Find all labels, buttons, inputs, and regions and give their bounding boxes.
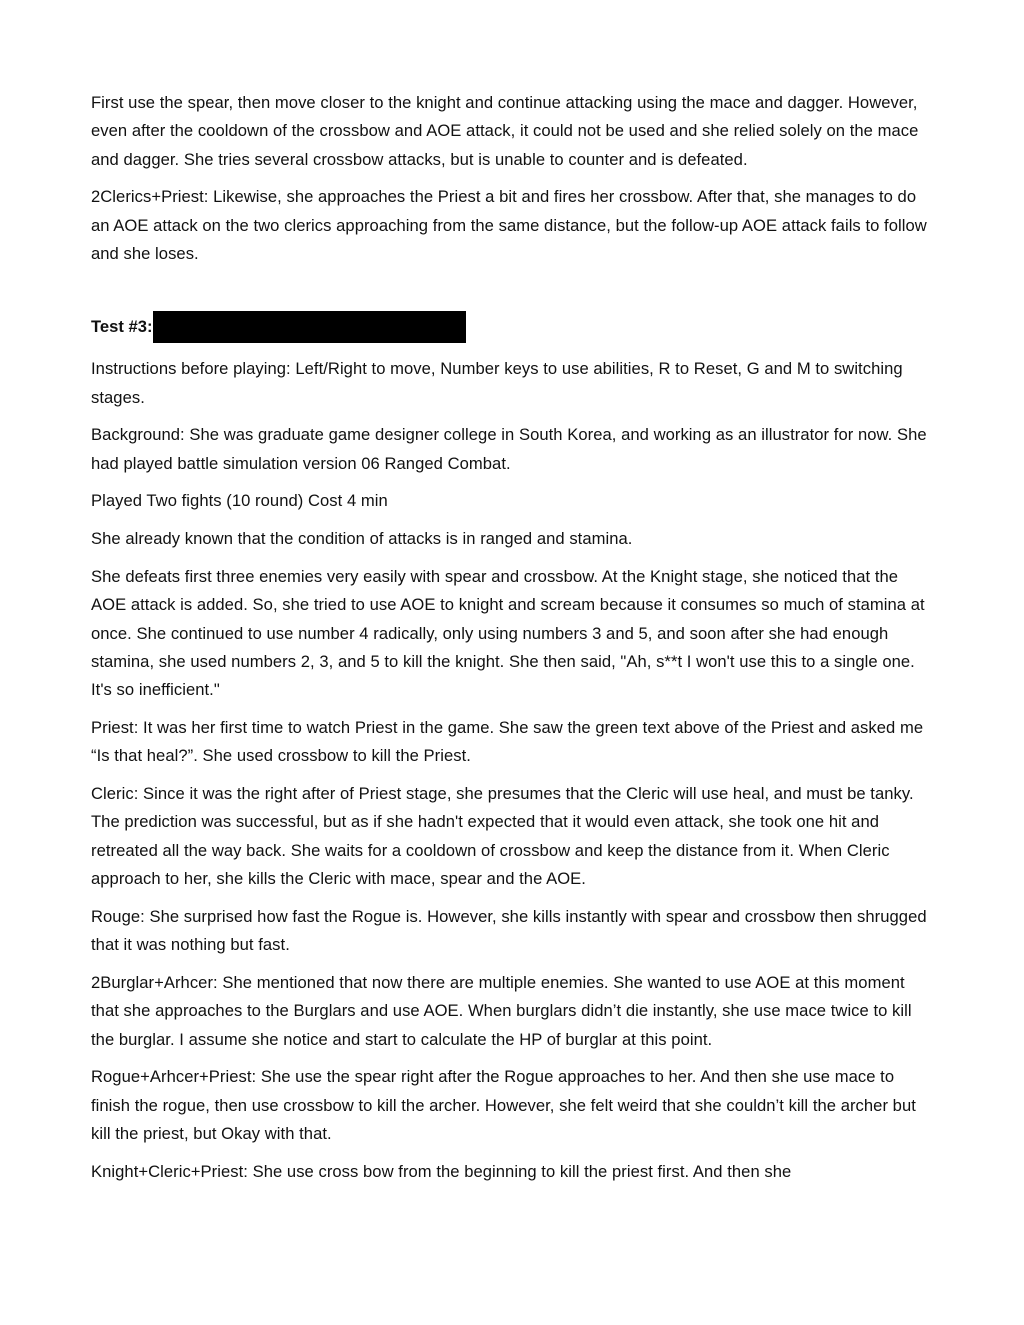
- paragraph-2clerics-priest: 2Clerics+Priest: Likewise, she approaches the Priest a bit and fires her crossbow. After that, she manages to do an AOE attack on the two clerics approaching from the same distance, but the follow-up AOE attack fails to follow and she loses.: [91, 187, 927, 263]
- paragraph-played: Played Two fights (10 round) Cost 4 min: [91, 491, 388, 511]
- test-heading: [91, 310, 936, 343]
- paragraph-knight-cleric-priest: Knight+Cleric+Priest: She use cross bow from the beginning to kill the priest first. And then she: [91, 1161, 792, 1181]
- paragraph-background: Background: She was graduate game designer college in South Korea, and working as an illustrator for now. She had played battle simulation version 06 Ranged Combat.: [91, 425, 927, 473]
- paragraph-knight-stage: She defeats first three enemies very easily with spear and crossbow. At the Knight stage, she noticed that the AOE attack is added. So, she tried to use AOE to knight and scream because it consumes so much of stamina at once. She continued to use number 4 radically, only using numbers 3 and 5, and soon after she had enough stamina, she used numbers 2, 3, and 5 to kill the knight. She then said, "Ah, s**t I won't use this to a single one. It's so inefficient.": [91, 567, 925, 700]
- paragraph-rouge: Rouge: She surprised how fast the Rogue is. However, she kills instantly with spear and crossbow then shrugged that it was nothing but fast.: [91, 906, 927, 955]
- paragraph-already-known: She already known that the condition of attacks is in ranged and stamina.: [91, 529, 633, 549]
- paragraph-rogue-archer-priest: Rogue+Arhcer+Priest: She use the spear right after the Rogue approaches to her. And then she use mace to finish the rogue, then use crossbow to kill the archer. However, she felt weird that she couldn’t kill the archer but kill the priest, but Okay with that.: [91, 1067, 916, 1143]
- document-page: [91, 89, 936, 1196]
- paragraph-knight-fight: First use the spear, then move closer to the knight and continue attacking using the mace and dagger. However, even after the cooldown of the crossbow and AOE attack, it could not be used and she relied solely on the mace and dagger. She tries several crossbow attacks, but is unable to counter and is defeated.: [91, 93, 919, 169]
- test-heading-label: Test #3:: [91, 316, 153, 336]
- paragraph-2burglar-archer: 2Burglar+Arhcer: She mentioned that now there are multiple enemies. She wanted to use AOE at this moment that she approaches to the Burglars and use AOE. When burglars didn’t die instantly, she use mace twice to kill the burglar. I assume she notice and start to calculate the HP of burglar at this point.: [91, 972, 912, 1049]
- redaction-bar: [153, 311, 466, 343]
- paragraph-priest: Priest: It was her first time to watch Priest in the game. She saw the green text above of the Priest and asked me “Is that heal?”. She used crossbow to kill the Priest.: [91, 718, 924, 766]
- paragraph-cleric: Cleric: Since it was the right after of Priest stage, she presumes that the Cleric will use heal, and must be tanky. The prediction was successful, but as if she hadn't expected that it would even attack, she took one hit and retreated all the way back. She waits for a cooldown of crossbow and keep the distance from it. When Cleric approach to her, she kills the Cleric with mace, spear and the AOE.: [91, 784, 914, 889]
- paragraph-instructions: Instructions before playing: Left/Right to move, Number keys to use abilities, R to Reset, G and M to switching stages.: [91, 359, 903, 407]
